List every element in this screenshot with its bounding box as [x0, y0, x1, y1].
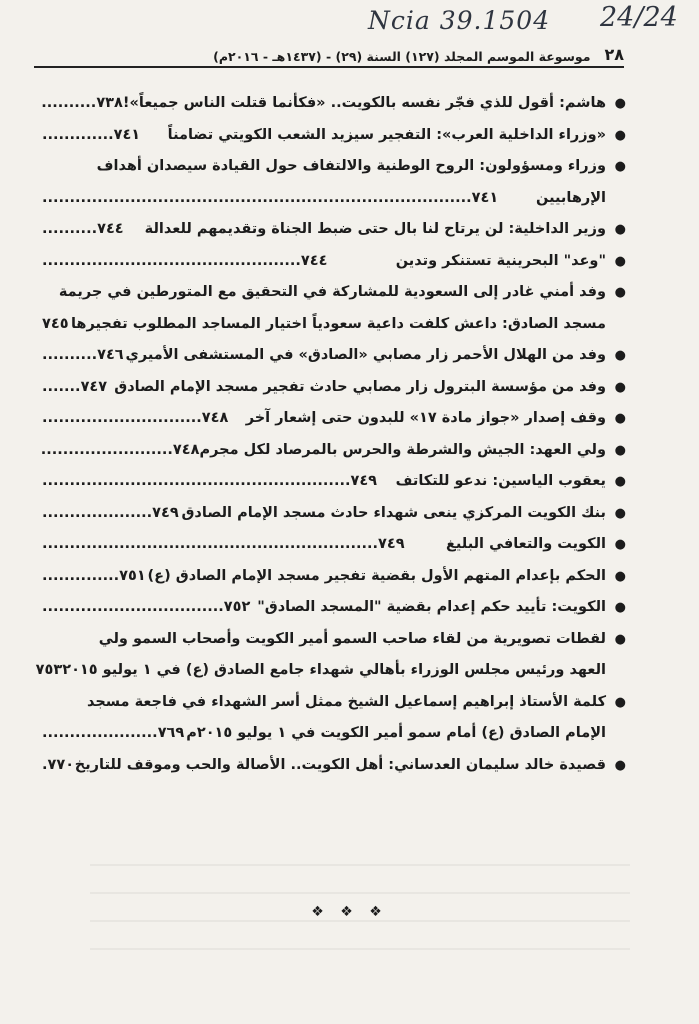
bullet-icon: ● — [614, 474, 626, 489]
bullet-icon: ● — [614, 442, 626, 458]
toc-page-number: .............................٧٤٨ — [42, 410, 229, 426]
toc-page-number: .....................٧٦٩ — [42, 725, 185, 741]
bullet-icon: ● — [614, 757, 626, 773]
toc-page-number: .................................٧٥٢ — [42, 599, 251, 615]
toc-entry-text: الكويت: تأييد حكم إعدام بقضية "المسجد الصادق" — [257, 599, 606, 615]
toc-entry-text: "وعد" البحرينية تستنكر وتدين — [395, 252, 606, 269]
handwritten-page-count: 24/24 — [600, 2, 678, 33]
toc-page-number: ...............................................٧٤٤ — [42, 252, 328, 269]
toc-entry-text: يعقوب الياسين: ندعو للتكاتف — [395, 473, 606, 489]
toc-entry-text: وزراء ومسؤولون: الروح الوطنية والالتفاف حول القيادة سيصدان أهداف — [96, 158, 606, 174]
toc-entry-text: الإمام الصادق (ع) أمام سمو أمير الكويت في ١ يوليو ٢٠١٥م — [186, 725, 606, 741]
toc-entry-text: الكويت والتعافي البليغ — [445, 536, 606, 552]
toc-entry-text: وفد من مؤسسة البترول زار مصابي حادث تفجير مسجد الإمام الصادق — [114, 378, 606, 395]
toc-entry — [42, 277, 636, 340]
toc-page-number: .............................................................٧٤٩ — [42, 536, 405, 552]
bullet-icon: ● — [614, 411, 626, 426]
handwritten-call-number: Ncia 39.1504 — [368, 6, 551, 35]
toc-entry-text: وقف إصدار «جواز مادة ١٧» للبدون حتى إشعار آخر — [245, 410, 606, 426]
toc-entry — [42, 435, 636, 467]
toc-entry-text: الإرهابيين — [536, 189, 606, 206]
end-ornament: ❖ ❖ ❖ — [311, 904, 388, 920]
toc-entry-text: العهد ورئيس مجلس الوزراء بأهالي شهداء جامع الصادق (ع) في ١ يوليو ٢٠١٥ — [62, 662, 606, 678]
toc-page-number: ..............٧٥١ — [42, 567, 146, 584]
toc-entry — [42, 561, 636, 593]
toc-entry-text: بنك الكويت المركزي ينعى شهداء حادث مسجد الإمام الصادق — [181, 504, 606, 521]
bullet-icon: ● — [614, 285, 626, 300]
toc-entry — [42, 151, 636, 214]
bullet-icon: ● — [614, 694, 626, 710]
toc-entry — [42, 120, 636, 152]
toc-entry — [42, 687, 636, 750]
bullet-icon: ● — [614, 348, 626, 363]
toc-page-number: ..........٧٤٦ — [42, 347, 124, 363]
toc-page-number: ..........٧٤٤ — [42, 221, 124, 237]
toc-page-number: ٧٥٣ — [35, 662, 63, 678]
toc-entry-text: كلمة الأستاذ إبراهيم إسماعيل الشيخ ممثل أسر الشهداء في فاجعة مسجد — [86, 693, 606, 710]
bullet-icon: ● — [614, 96, 626, 111]
toc-page-number: ..............................................................................٧٤١ — [42, 189, 499, 206]
toc-entry — [42, 466, 636, 498]
bullet-icon: ● — [614, 253, 626, 269]
page-number: ٢٨ — [604, 45, 624, 64]
toc-entry-text: «وزراء الداخلية العرب»: التفجير سيزيد الشعب الكويتي تضامناً — [167, 126, 606, 143]
page-header — [34, 40, 624, 64]
toc-entry — [42, 372, 636, 404]
bullet-icon: ● — [614, 631, 626, 647]
toc-entry — [42, 529, 636, 561]
toc-entry-text: ولي العهد: الجيش والشرطة والحرس بالمرصاد لكل مجرم — [199, 441, 606, 458]
toc-entry-text: مسجد الصادق: داعش كلفت داعية سعودياً اختيار المساجد المطلوب تفجيرها — [70, 315, 606, 332]
toc-entry — [42, 498, 636, 530]
table-of-contents — [35, 88, 636, 781]
toc-page-number: .............٧٤١ — [42, 126, 141, 143]
toc-entry — [42, 88, 636, 120]
bullet-icon: ● — [614, 159, 626, 174]
toc-entry-text: وفد أمني غادر إلى السعودية للمشاركة في التحقيق مع المتورطين في جريمة — [58, 284, 606, 300]
bullet-icon: ● — [614, 379, 626, 395]
bullet-icon: ● — [614, 505, 626, 521]
bullet-icon: ● — [614, 600, 626, 615]
toc-page-number: ....................٧٤٩ — [42, 504, 179, 521]
toc-entry — [42, 750, 636, 782]
toc-page-number: ........................٧٤٨ — [40, 441, 200, 458]
toc-entry-text: وفد من الهلال الأحمر زار مصابي «الصادق» في المستشفى الأميري — [125, 347, 606, 363]
bullet-icon: ● — [614, 127, 626, 143]
toc-entry — [42, 403, 636, 435]
toc-page-number: ........................................................٧٤٩ — [42, 473, 378, 489]
toc-entry — [42, 340, 636, 372]
toc-entry — [42, 592, 636, 624]
toc-entry — [42, 246, 636, 278]
bullet-icon: ● — [614, 222, 626, 237]
toc-entry-text: قصيدة خالد سليمان العدساني: أهل الكويت.. الأصالة والحب وموقف للتاريخ — [74, 756, 606, 773]
toc-entry — [35, 624, 636, 687]
toc-page-number: .٧٧٠ — [42, 756, 75, 773]
toc-page-number: ٧٤٥ — [42, 315, 69, 332]
toc-entry — [42, 214, 636, 246]
bullet-icon: ● — [614, 568, 626, 584]
toc-page-number: ..........٧٣٨ — [41, 95, 123, 111]
running-title: موسوعة الموسم المجلد (١٢٧) السنة (٢٩) - (١٤٣٧هـ - ٢٠١٦م) — [213, 49, 591, 64]
toc-entry-text: هاشم: أقول للذي فجّر نفسه بالكويت.. «فكأنما قتلت الناس جميعاً»! — [122, 95, 606, 111]
toc-entry-text: الحكم بإعدام المتهم الأول بقضية تفجير مسجد الإمام الصادق (ع) — [147, 567, 606, 584]
toc-page-number: .......٧٤٧ — [42, 378, 108, 395]
bullet-icon: ● — [614, 537, 626, 552]
toc-entry-text: لقطات تصويرية من لقاء صاحب السمو أمير الكويت وأصحاب السمو ولي — [98, 630, 606, 647]
toc-entry-text: وزير الداخلية: لن يرتاح لنا بال حتى ضبط الجناة وتقديمهم للعدالة — [144, 221, 606, 237]
header-rule — [34, 66, 624, 68]
